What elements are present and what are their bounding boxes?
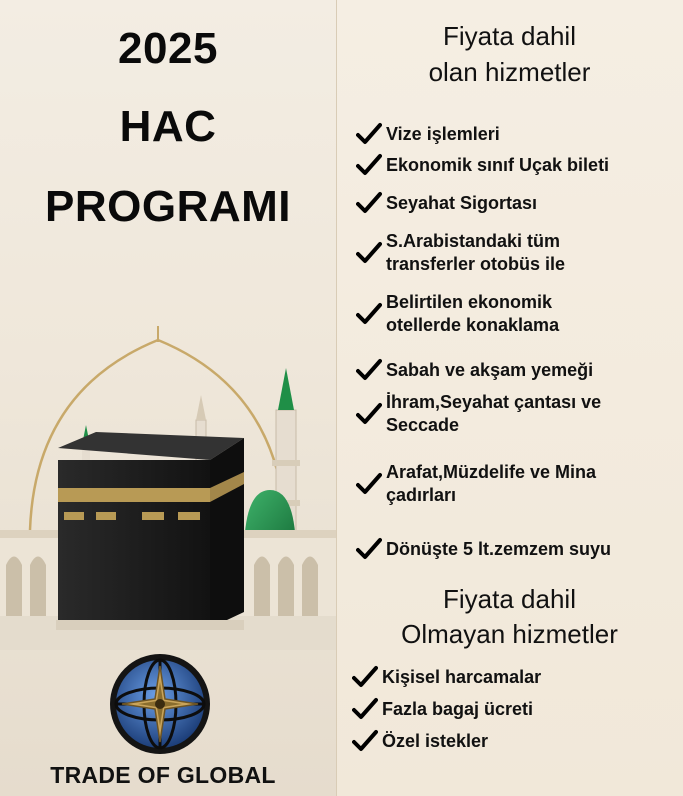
included-heading-line2: olan hizmetler: [428, 57, 591, 87]
title-programi: PROGRAMI: [45, 182, 291, 231]
included-item: Sabah ve akşam yemeği: [356, 358, 593, 382]
left-panel: [0, 0, 336, 796]
kaaba-illustration: [0, 320, 336, 650]
included-item: Belirtilen ekonomik otellerde konaklama: [356, 291, 559, 337]
included-item: Dönüşte 5 lt.zemzem suyu: [356, 537, 611, 561]
checkmark-icon: [356, 241, 382, 265]
brand-name: TRADE OF GLOBAL: [50, 762, 276, 788]
checkmark-icon: [352, 697, 378, 721]
checkmark-icon: [356, 472, 382, 496]
checkmark-icon: [356, 122, 382, 146]
included-heading-line1: Fiyata dahil: [443, 21, 576, 51]
checkmark-icon: [356, 153, 382, 177]
checkmark-icon: [356, 358, 382, 382]
included-item: İhram,Seyahat çantası ve Seccade: [356, 391, 601, 437]
checkmark-icon: [356, 191, 382, 215]
included-item: Arafat,Müzdelife ve Mina çadırları: [356, 461, 596, 507]
title-year: 2025: [118, 24, 218, 73]
excluded-item: Özel istekler: [352, 729, 488, 753]
included-item: S.Arabistandaki tüm transferler otobüs ile: [356, 230, 565, 276]
checkmark-icon: [356, 302, 382, 326]
checkmark-icon: [352, 729, 378, 753]
compass-globe-icon: [108, 652, 212, 756]
excluded-heading-line2: Olmayan hizmetler: [401, 619, 618, 649]
excluded-heading-line1: Fiyata dahil: [443, 584, 576, 614]
kaaba: [56, 432, 244, 630]
excluded-item: Fazla bagaj ücreti: [352, 697, 533, 721]
included-item: Seyahat Sigortası: [356, 191, 537, 215]
checkmark-icon: [356, 537, 382, 561]
included-item: Ekonomik sınıf Uçak bileti: [356, 153, 609, 177]
included-item: Vize işlemleri: [356, 122, 500, 146]
checkmark-icon: [356, 402, 382, 426]
checkmark-icon: [352, 665, 378, 689]
excluded-item: Kişisel harcamalar: [352, 665, 541, 689]
title-hac: HAC: [119, 102, 217, 151]
